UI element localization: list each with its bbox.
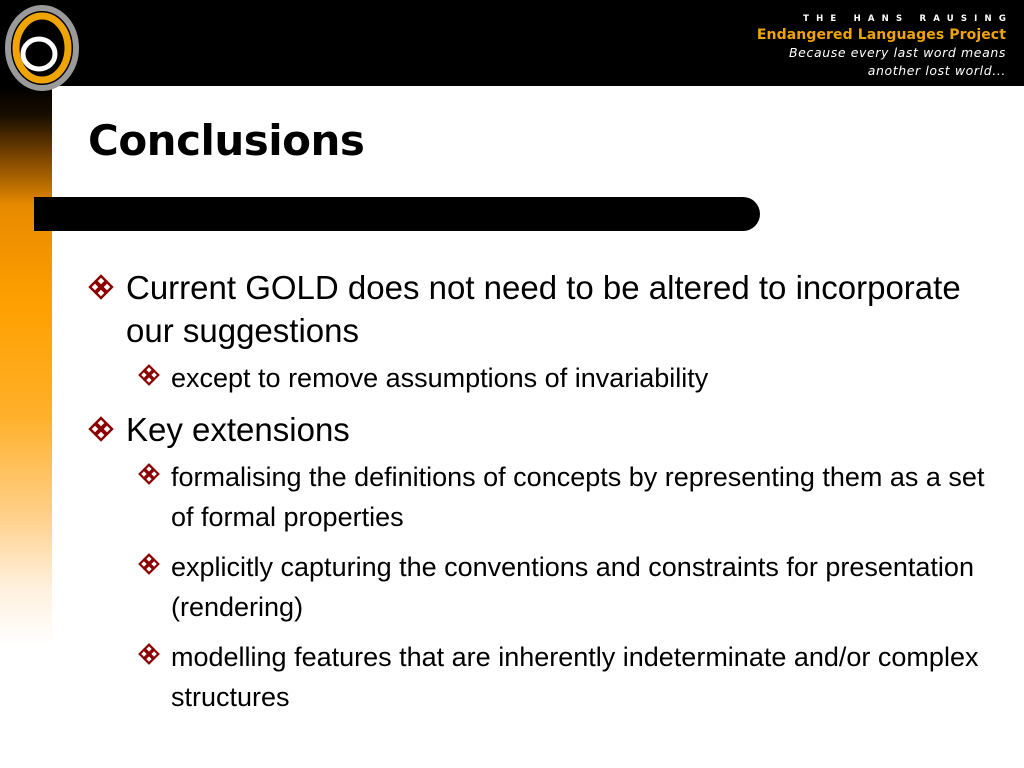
project-name: Endangered Languages Project — [756, 27, 1006, 43]
project-tagline — [756, 14, 1013, 79]
ring-logo-icon — [2, 2, 82, 94]
diamond-bullet-icon — [138, 643, 160, 665]
diamond-bullet-icon — [138, 553, 160, 575]
bullet-text: Key extensions — [126, 411, 350, 448]
sub-bullet-item — [138, 547, 998, 627]
diamond-bullet-icon — [88, 274, 114, 300]
motto-line-2: another lost world... — [867, 63, 1006, 78]
diamond-bullet-icon — [138, 463, 160, 485]
sub-bullet-item — [138, 457, 998, 537]
slide-title: Conclusions — [88, 116, 365, 165]
title-underline-bar — [34, 197, 760, 231]
sub-bullet-text: formalising the definitions of concepts by representing them as a set of formal properties — [171, 462, 985, 532]
bullet-text: Current GOLD does not need to be altered to incorporate our suggestions — [126, 269, 961, 349]
motto-line-1: Because every last word means — [789, 45, 1006, 60]
sub-bullet-text: modelling features that are inherently indeterminate and/or complex structures — [171, 642, 979, 712]
diamond-bullet-icon — [138, 364, 160, 386]
org-name: THE HANS RAUSING — [803, 14, 1013, 24]
sub-bullet-text: except to remove assumptions of invariability — [171, 363, 709, 393]
bullet-list — [88, 266, 998, 727]
diamond-bullet-icon — [88, 416, 114, 442]
side-gradient-band — [0, 86, 52, 646]
sub-bullet-text: explicitly capturing the conventions and constraints for presentation (rendering) — [171, 552, 974, 622]
sub-bullet-item — [138, 358, 998, 398]
bullet-item — [88, 408, 998, 451]
bullet-item — [88, 266, 998, 352]
sub-bullet-item — [138, 637, 998, 717]
